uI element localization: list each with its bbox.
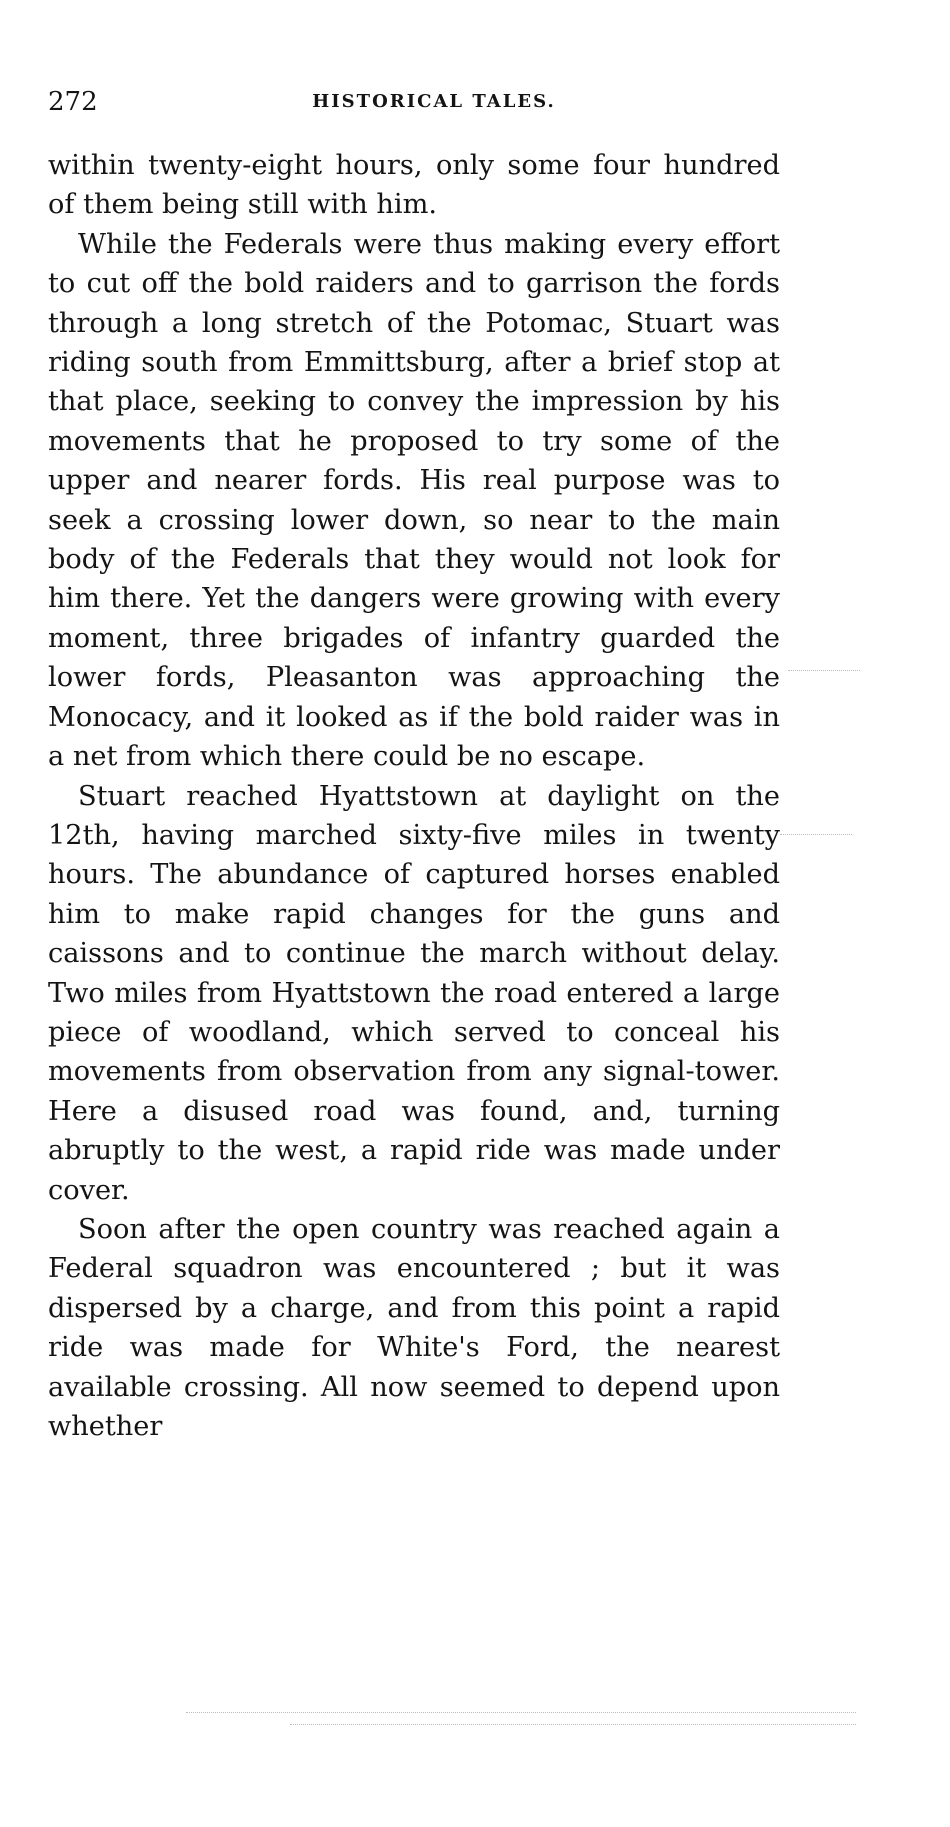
scan-artifact-line [788,670,860,671]
body-text [48,146,780,1446]
scan-artifact-line [186,1712,856,1713]
running-head: HISTORICAL TALES. [312,91,556,112]
scan-artifact-line [780,834,852,835]
paragraph-continued: within twenty-eight hours, only some four hundred of them being still with him. [48,150,780,221]
paragraph: Stuart reached Hyattstown at daylight on the 12th, having marched sixty-five miles in twenty hours. The abundance of captured horses enabled him to make rapid changes for the guns and caissons and to continue the march without delay. Two miles from Hyattstown the road entered a large piece of woodland, which served to conceal his movements from observation from any signal-tower. Here a disused road was found, and, turning abruptly to the west, a rapid ride was made under cover. [48,780,780,1206]
scan-artifact-line [290,1724,856,1725]
paragraph: While the Federals were thus making every effort to cut off the bold raiders and to garrison the fords through a long stretch of the Potomac, Stuart was riding south from Emmittsburg, after a brief stop at that place, seeking to convey the impression by his movements that he proposed to try some of the upper and nearer fords. His real purpose was to seek a crossing lower down, so near to the main body of the Federals that they would not look for him there. Yet the dangers were growing with every moment, three brigades of infantry guarded the lower fords, Pleasanton was approaching the Monocacy, and it looked as if the bold raider was in a net from which there could be no escape. [48,228,780,773]
page-header [48,82,780,122]
paragraph: Soon after the open country was reached again a Federal squadron was encountered ; but it was dispersed by a charge, and from this point a rapid ride was made for White's Ford, the nearest available crossing. All now seemed to depend upon whether [48,1213,780,1442]
page-number: 272 [48,87,98,117]
